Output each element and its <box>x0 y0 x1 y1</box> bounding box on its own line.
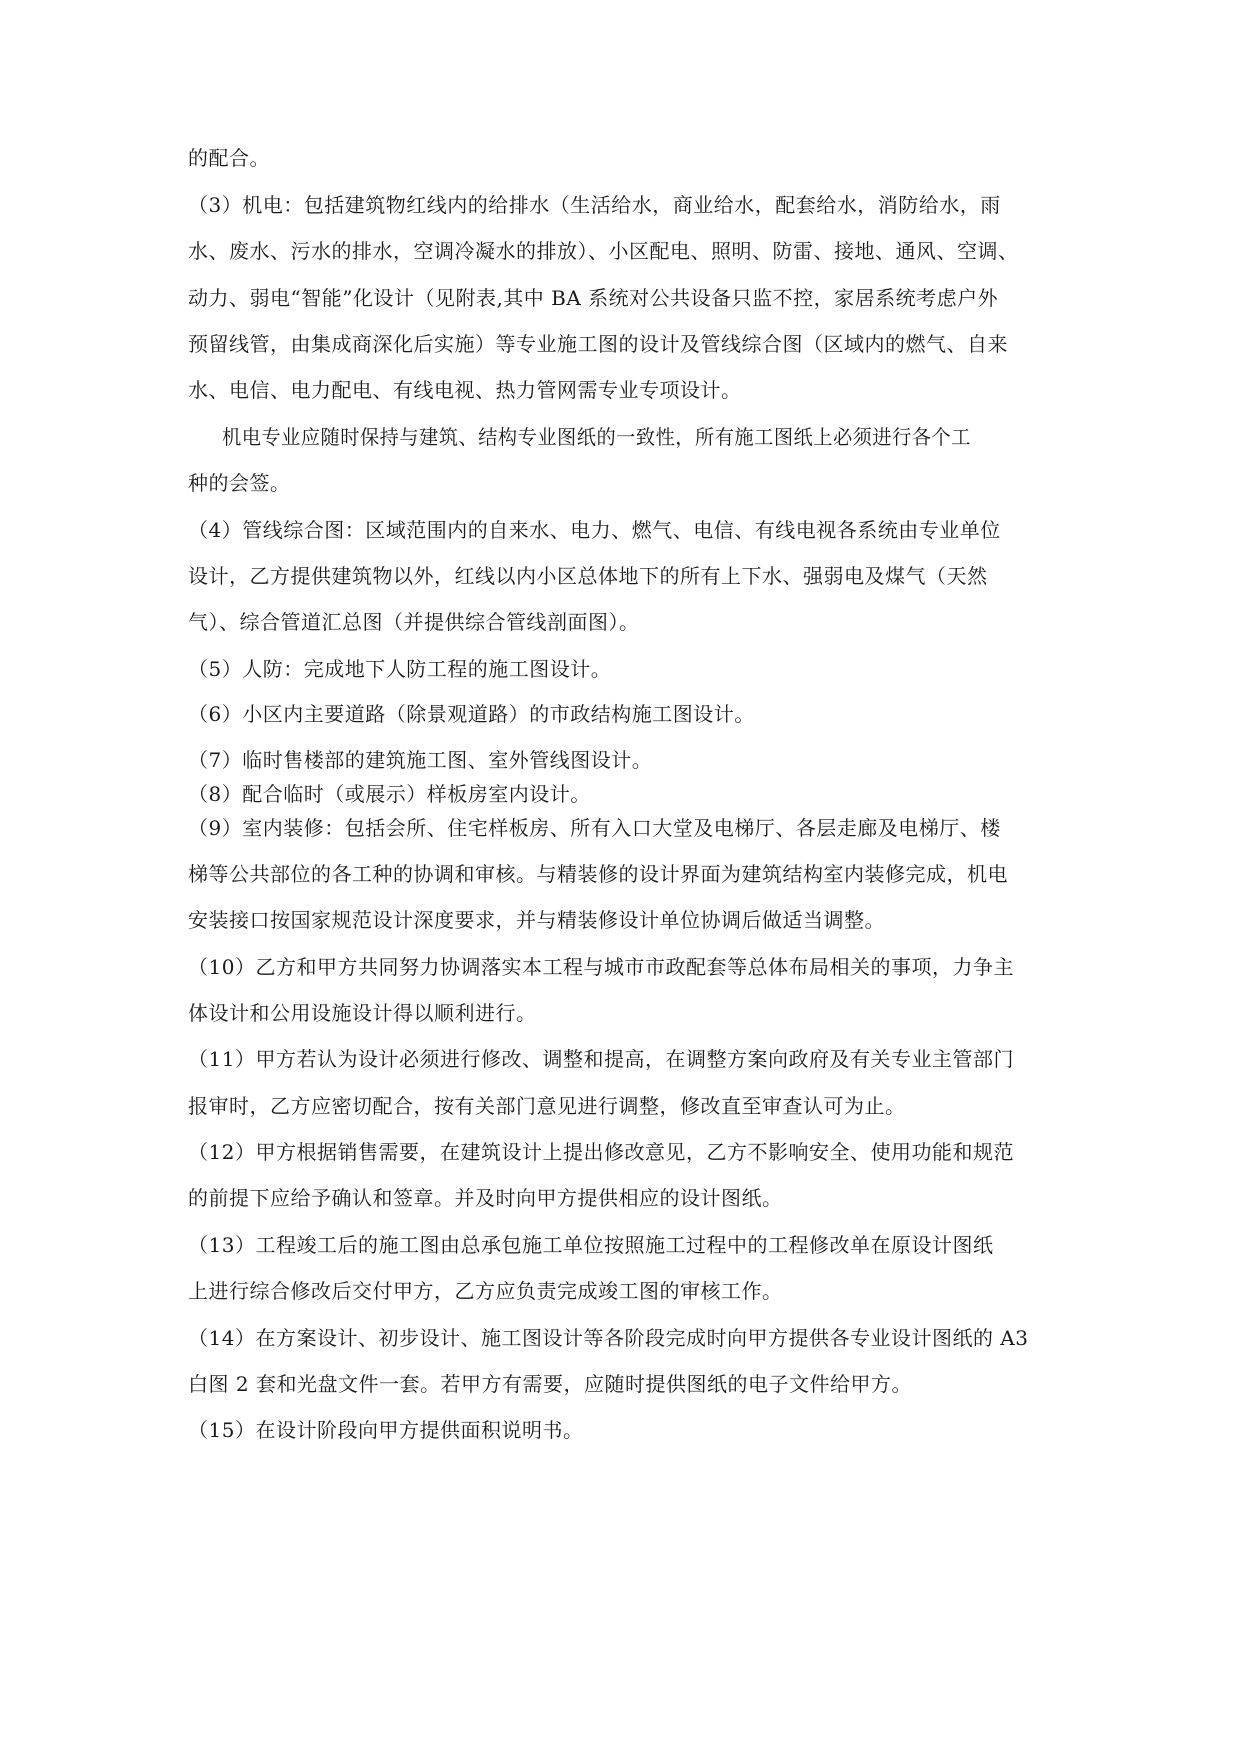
text-line: 安装接口按国家规范设计深度要求，并与精装修设计单位协调后做适当调整。 <box>188 908 885 932</box>
text-line: （13）工程竣工后的施工图由总承包施工单位按照施工过程中的工程修改单在原设计图纸 <box>188 1233 994 1257</box>
text-line: （10）乙方和甲方共同努力协调落实本工程与城市市政配套等总体布局相关的事项，力争主 <box>188 955 1014 979</box>
text-line: 种的会签。 <box>188 471 291 495</box>
text-line: （11）甲方若认为设计必须进行修改、调整和提高，在调整方案向政府及有关专业主管部门 <box>188 1047 1014 1071</box>
text-line: （7）临时售楼部的建筑施工图、室外管线图设计。 <box>188 748 653 772</box>
text-line: 动力、弱电“智能”化设计（见附表,其中 BA 系统对公共设备只监不控，家居系统考虑户外 <box>188 286 999 310</box>
text-line: 设计，乙方提供建筑物以外，红线以内小区总体地下的所有上下水、强弱电及煤气（天然 <box>188 564 988 588</box>
text-line: （6）小区内主要道路（除景观道路）的市政结构施工图设计。 <box>188 702 755 726</box>
text-line: （8）配合临时（或展示）样板房室内设计。 <box>188 782 591 806</box>
text-line: 的前提下应给予确认和签章。并及时向甲方提供相应的设计图纸。 <box>188 1186 783 1210</box>
text-line: 白图 2 套和光盘文件一套。若甲方有需要，应随时提供图纸的电子文件给甲方。 <box>188 1372 912 1396</box>
text-line: 水、电信、电力配电、有线电视、热力管网需专业专项设计。 <box>188 378 742 402</box>
text-line: （15）在设计阶段向甲方提供面积说明书。 <box>188 1418 584 1442</box>
text-line: （5）人防：完成地下人防工程的施工图设计。 <box>188 657 612 681</box>
text-line: （4）管线综合图：区域范围内的自来水、电力、燃气、电信、有线电视各系统由专业单位 <box>188 518 1001 542</box>
text-line: 机电专业应随时保持与建筑、结构专业图纸的一致性，所有施工图纸上必须进行各个工 <box>222 425 971 449</box>
text-line: 水、废水、污水的排水，空调冷凝水的排放）、小区配电、照明、防雷、接地、通风、空调、 <box>188 239 1019 263</box>
text-line: 梯等公共部位的各工种的协调和审核。与精装修的设计界面为建筑结构室内装修完成，机电 <box>188 862 1008 886</box>
text-line: 预留线管，由集成商深化后实施）等专业施工图的设计及管线综合图（区域内的燃气、自来 <box>188 332 1008 356</box>
text-line: 上进行综合修改后交付甲方，乙方应负责完成竣工图的审核工作。 <box>188 1279 783 1303</box>
text-line: （14）在方案设计、初步设计、施工图设计等各阶段完成时向甲方提供各专业设计图纸的 A3 <box>188 1326 1029 1350</box>
text-line: 的配合。 <box>188 146 270 170</box>
text-line: （3）机电：包括建筑物红线内的给排水（生活给水，商业给水，配套给水，消防给水，雨 <box>188 193 1001 217</box>
text-line: 报审时，乙方应密切配合，按有关部门意见进行调整，修改直至审查认可为止。 <box>188 1094 906 1118</box>
text-line: 气）、综合管道汇总图（并提供综合管线剖面图）。 <box>188 610 640 634</box>
text-line: （9）室内装修：包括会所、住宅样板房、所有入口大堂及电梯厅、各层走廊及电梯厅、楼 <box>188 816 1001 840</box>
text-line: （12）甲方根据销售需要，在建筑设计上提出修改意见，乙方不影响安全、使用功能和规范 <box>188 1140 1014 1164</box>
text-line: 体设计和公用设施设计得以顺利进行。 <box>188 1001 537 1025</box>
